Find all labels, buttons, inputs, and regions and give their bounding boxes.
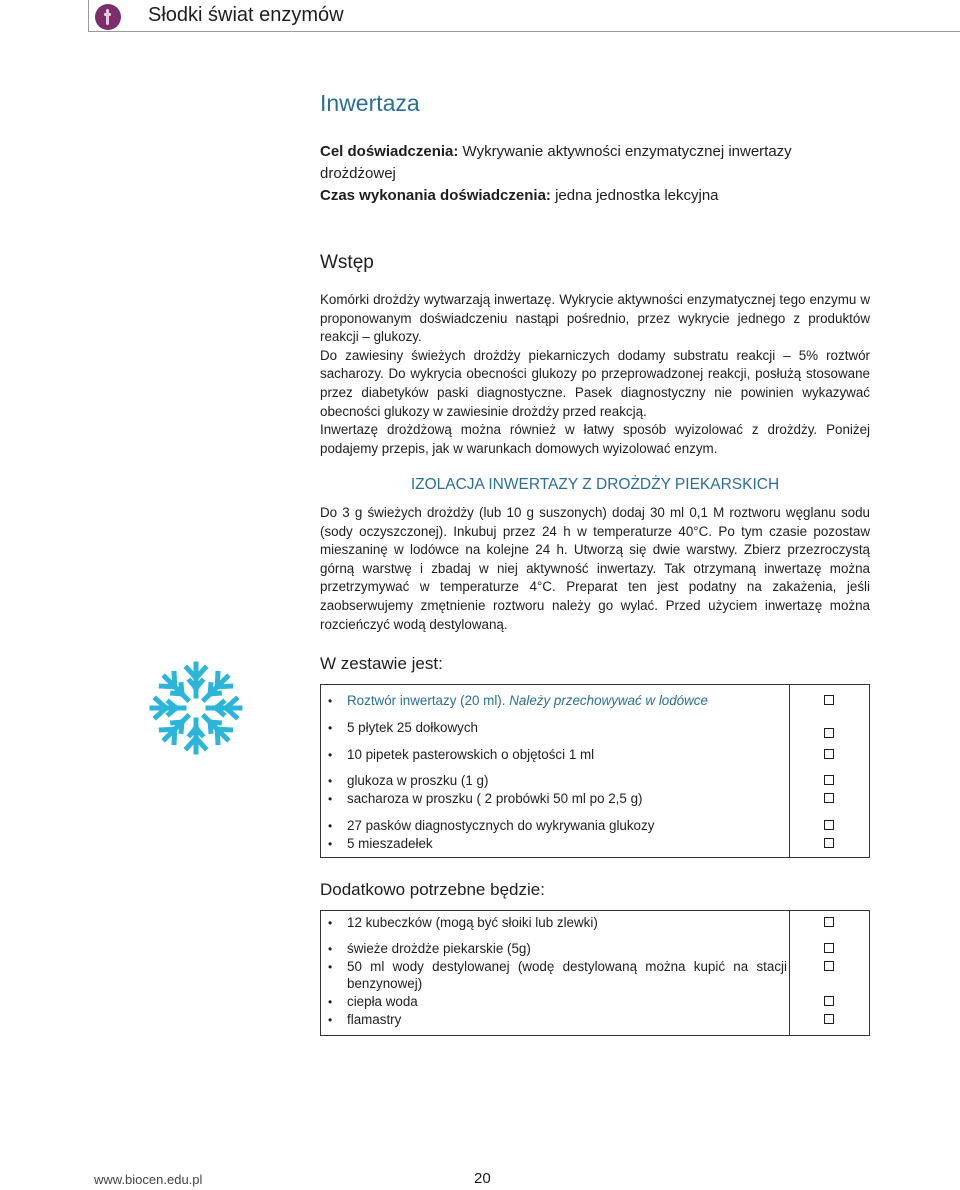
- bullet-icon: •: [328, 819, 333, 833]
- extra-checklist: [320, 910, 870, 1036]
- list-item: [321, 1011, 869, 1029]
- list-item: [321, 772, 869, 790]
- intro-heading: Wstęp: [320, 252, 374, 273]
- bullet-icon: •: [328, 1013, 333, 1027]
- intro-paragraph-1: Komórki drożdży wytwarzają inwertazę. Wykrycie aktywności enzymatycznej tego enzymu w proponowanym doświadczeniu nastąpi pośrednio, przez wykrycie jednego z produktów reakcji – glukozy.: [320, 292, 870, 345]
- list-item: [321, 914, 869, 932]
- list-item: [321, 940, 869, 958]
- checkbox[interactable]: [824, 728, 834, 738]
- item-label: 5 mieszadełek: [347, 836, 433, 851]
- list-item: [321, 692, 869, 710]
- time-text: jedna jednostka lekcyjna: [555, 187, 719, 204]
- page-title: Inwertaza: [320, 90, 420, 116]
- list-item: [321, 835, 869, 853]
- bullet-icon: •: [328, 942, 333, 956]
- checkbox[interactable]: [824, 793, 834, 803]
- kit-heading: W zestawie jest:: [320, 654, 443, 673]
- isolation-heading: IZOLACJA INWERTAZY Z DROŻDŻY PIEKARSKICH: [410, 476, 780, 493]
- intro-paragraph-2: Do zawiesiny świeżych drożdży piekarniczych dodamy substratu reakcji – 5% roztwór sacharozy. Do wykrycia obecności glukozy po przeprowadzonej reakcji, posłużą stosowane przez diabetyków paski diagnostyczne. Pasek diagnostyczny nie powinien wykazywać obecności glukozy w zawiesinie drożdży przed reakcją.: [320, 347, 870, 419]
- item-label: Roztwór inwertazy (20 ml).: [347, 693, 506, 708]
- page-number: 20: [474, 1170, 491, 1187]
- checkbox[interactable]: [824, 1014, 834, 1024]
- header-title: Słodki świat enzymów: [148, 4, 344, 26]
- bullet-icon: •: [328, 792, 333, 806]
- goal-text: Wykrywanie aktywności enzymatycznej inwertazy drożdżowej: [320, 143, 792, 182]
- bullet-icon: •: [328, 916, 333, 930]
- isolation-text: Do 3 g świeżych drożdży (lub 10 g suszonych) dodaj 30 ml 0,1 M roztworu węglanu sodu (sody oczyszczonej). Inkubuj przez 24 h w temperaturze 40°C. Po tym czasie pozostaw mieszaninę w lodówce na kolejne 24 h. Utworzą się dwie warstwy. Zbierz przezroczystą górną warstwę i zbadaj w niej aktywność inwertazy. Tak otrzymaną inwertazę można przetrzymywać w temperaturze 4°C. Preparat ten jest podatny na zakażenia, jeśli zaobserwujemy zmętnienie roztworu należy go wylać. Przed użyciem inwertazę można rozcieńczyć wodą destylowaną.: [320, 505, 870, 632]
- checkbox[interactable]: [824, 917, 834, 927]
- item-label: 12 kubeczków (mogą być słoiki lub zlewki): [347, 915, 598, 930]
- bullet-icon: •: [328, 995, 333, 1009]
- list-item: [321, 993, 869, 1011]
- footer-url[interactable]: www.biocen.edu.pl: [94, 1172, 203, 1187]
- bullet-icon: •: [328, 748, 333, 762]
- bullet-icon: •: [328, 774, 333, 788]
- list-item: [321, 790, 869, 808]
- intro-text: [320, 291, 870, 458]
- checkbox[interactable]: [824, 996, 834, 1006]
- item-label: 5 płytek 25 dołkowych: [347, 720, 479, 735]
- checkbox[interactable]: [824, 749, 834, 759]
- snowflake-icon: [148, 660, 244, 756]
- bullet-icon: •: [328, 694, 333, 708]
- extra-heading: Dodatkowo potrzebne będzie:: [320, 880, 545, 899]
- item-label: flamastry: [347, 1012, 402, 1027]
- kit-checklist: [320, 684, 870, 858]
- checkbox[interactable]: [824, 775, 834, 785]
- item-label: sacharoza w proszku ( 2 probówki 50 ml po 2,5 g): [347, 791, 643, 806]
- bullet-icon: •: [328, 837, 333, 851]
- item-label: glukoza w proszku (1 g): [347, 773, 489, 788]
- item-label: 50 ml wody destylowanej (wodę destylowaną można kupić na stacji benzynowej): [347, 959, 787, 991]
- list-item: [321, 958, 869, 994]
- item-label: świeże drożdże piekarskie (5g): [347, 941, 531, 956]
- checkbox[interactable]: [824, 838, 834, 848]
- item-label: 27 pasków diagnostycznych do wykrywania glukozy: [347, 818, 655, 833]
- item-label: 10 pipetek pasterowskich o objętości 1 ml: [347, 747, 595, 762]
- bullet-icon: •: [328, 721, 333, 735]
- brand-logo-icon: [95, 4, 121, 30]
- item-note: Należy przechowywać w lodówce: [509, 693, 708, 708]
- checkbox[interactable]: [824, 961, 834, 971]
- time-label: Czas wykonania doświadczenia:: [320, 187, 551, 204]
- intro-paragraph-3: Inwertazę drożdżową można również w łatwy sposób wyizolować z drożdży. Poniżej podajemy przepis, jak w warunkach domowych wyizolować enzym.: [320, 422, 870, 456]
- time-line: [320, 185, 870, 207]
- item-label: ciepła woda: [347, 994, 418, 1009]
- checkbox[interactable]: [824, 820, 834, 830]
- checkbox[interactable]: [824, 695, 834, 705]
- goal-label: Cel doświadczenia:: [320, 143, 459, 160]
- list-item: [321, 817, 869, 835]
- list-item: [321, 719, 869, 737]
- isolation-text-block: [320, 504, 870, 634]
- goal-line: [320, 141, 870, 185]
- checkbox[interactable]: [824, 943, 834, 953]
- list-item: [321, 746, 869, 764]
- bullet-icon: •: [328, 960, 333, 974]
